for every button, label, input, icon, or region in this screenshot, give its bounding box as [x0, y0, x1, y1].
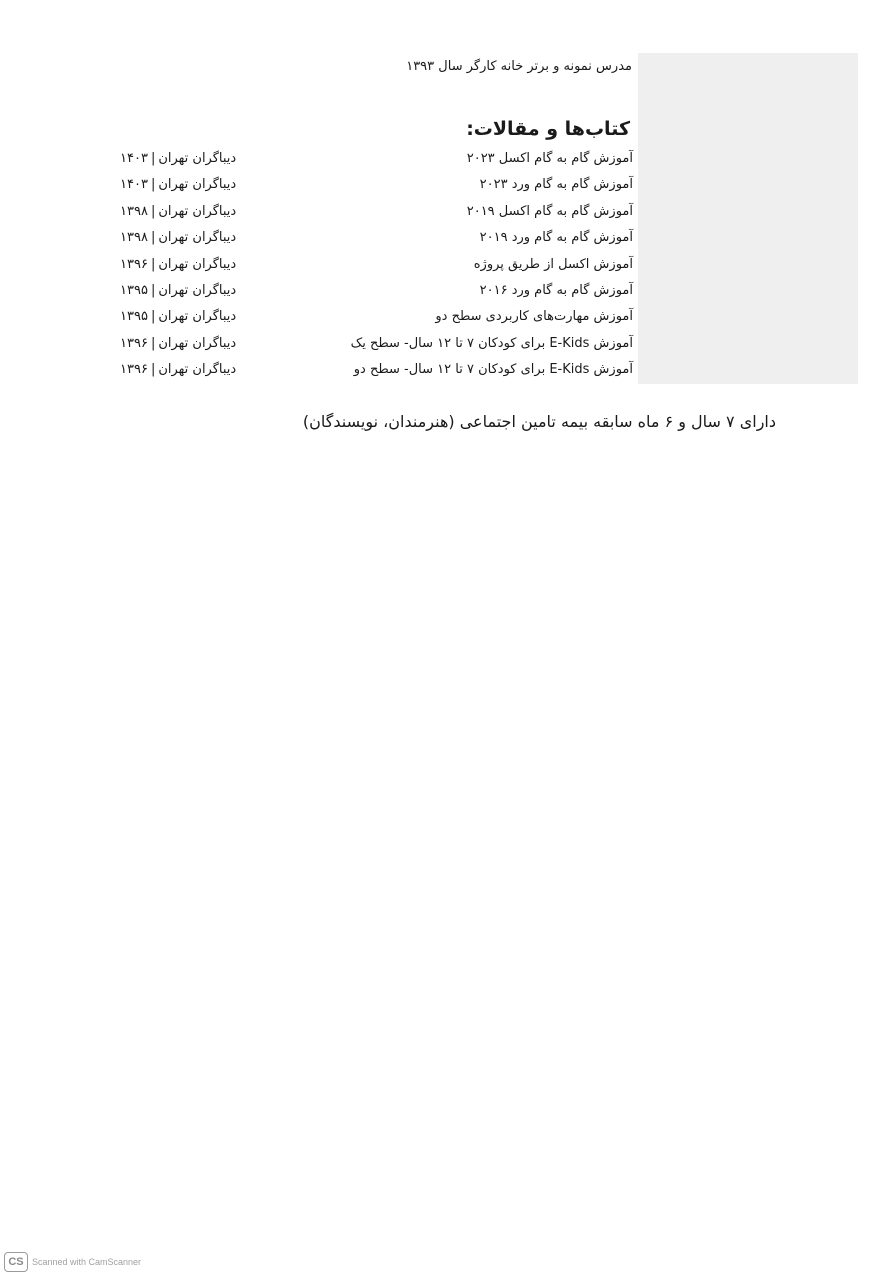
publisher-name: دیباگران تهران — [158, 335, 237, 351]
list-item — [100, 252, 633, 278]
publish-year: ۱۳۹۵ — [120, 282, 148, 298]
book-title: آموزش اکسل از طریق پروژه — [473, 256, 633, 272]
book-publisher — [120, 202, 236, 222]
publisher-name: دیباگران تهران — [158, 177, 237, 193]
separator: | — [150, 256, 156, 272]
list-item — [100, 172, 633, 198]
book-title: آموزش گام به گام ورد ۲۰۱۶ — [479, 282, 633, 298]
publisher-name: دیباگران تهران — [158, 230, 237, 246]
publish-year: ۱۳۹۸ — [120, 230, 148, 246]
publisher-name: دیباگران تهران — [158, 282, 237, 298]
list-item — [100, 357, 633, 383]
publish-year: ۱۳۹۸ — [120, 203, 148, 219]
book-publisher — [120, 307, 236, 327]
publish-year: ۱۳۹۵ — [120, 309, 148, 325]
publish-year: ۱۴۰۳ — [120, 177, 148, 193]
publisher-name: دیباگران تهران — [158, 309, 237, 325]
book-title: آموزش مهارت‌های کاربردی سطح دو — [435, 309, 633, 325]
list-item — [100, 146, 633, 172]
publish-year: ۱۳۹۶ — [120, 335, 148, 351]
watermark-text: Scanned with CamScanner — [32, 1257, 142, 1267]
publish-year: ۱۳۹۶ — [120, 256, 148, 272]
camscanner-logo-icon: CS — [4, 1252, 28, 1272]
book-title: آموزش گام به گام اکسل ۲۰۲۳ — [466, 151, 633, 166]
publisher-name: دیباگران تهران — [158, 256, 237, 272]
book-publisher — [120, 149, 236, 169]
separator: | — [150, 177, 156, 193]
book-title: آموزش E-Kids برای کودکان ۷ تا ۱۲ سال- سطح دو — [353, 362, 633, 378]
section-title: کتاب‌ها و مقالات: — [466, 118, 630, 140]
list-item — [100, 225, 633, 251]
separator: | — [150, 362, 156, 378]
separator: | — [150, 309, 156, 325]
book-publisher — [120, 334, 236, 354]
separator: | — [150, 151, 156, 166]
list-item — [100, 331, 633, 357]
book-title: آموزش گام به گام ورد ۲۰۱۹ — [479, 230, 633, 246]
book-publisher — [120, 281, 236, 301]
list-item — [100, 199, 633, 225]
book-publisher — [120, 360, 236, 380]
list-item — [100, 278, 633, 304]
separator: | — [150, 230, 156, 246]
list-item — [100, 304, 633, 330]
publisher-name: دیباگران تهران — [158, 151, 237, 166]
publish-year: ۱۳۹۶ — [120, 362, 148, 378]
camscanner-watermark — [4, 1252, 141, 1272]
book-title: آموزش گام به گام اکسل ۲۰۱۹ — [466, 203, 633, 219]
books-list — [100, 146, 633, 384]
publisher-name: دیباگران تهران — [158, 203, 237, 219]
separator: | — [150, 335, 156, 351]
book-publisher — [120, 228, 236, 248]
separator: | — [150, 203, 156, 219]
book-publisher — [120, 255, 236, 275]
publish-year: ۱۴۰۳ — [120, 151, 148, 166]
top-line: مدرس نمونه و برتر خانه کارگر سال ۱۳۹۳ — [406, 59, 632, 74]
book-title: آموزش گام به گام ورد ۲۰۲۳ — [479, 177, 633, 193]
side-panel — [638, 53, 858, 384]
publisher-name: دیباگران تهران — [158, 362, 237, 378]
book-publisher — [120, 175, 236, 195]
separator: | — [150, 282, 156, 298]
insurance-line: دارای ۷ سال و ۶ ماه سابقه بیمه تامین اجتماعی (هنرمندان، نویسندگان) — [302, 412, 776, 431]
book-title: آموزش E-Kids برای کودکان ۷ تا ۱۲ سال- سطح یک — [350, 335, 633, 351]
